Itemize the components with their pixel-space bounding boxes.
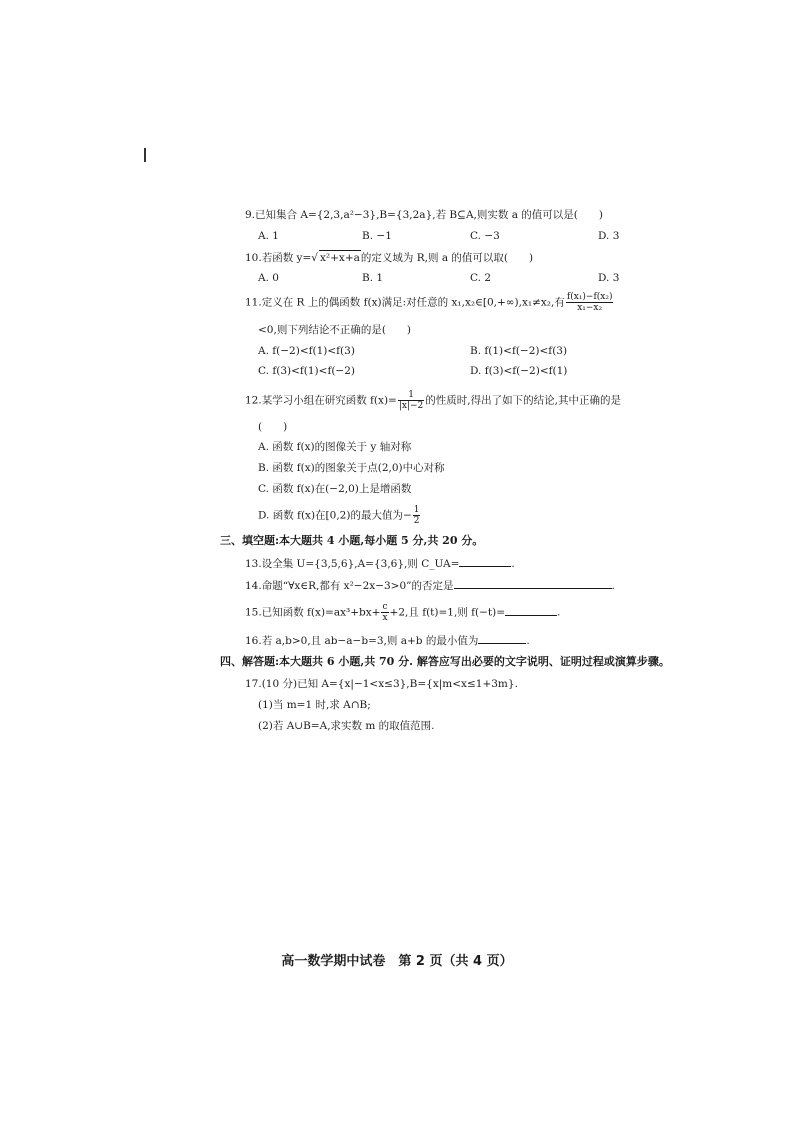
q12-option-c: C. 函数 f(x)在(−2,0)上是增函数 bbox=[258, 483, 412, 495]
q16 bbox=[245, 633, 530, 648]
q10-option-a: A. 0 bbox=[258, 272, 279, 284]
q13-stem: 13.设全集 U={3,5,6},A={3,6},则 C_UA= bbox=[245, 558, 460, 570]
q9-option-d: D. 3 bbox=[598, 230, 620, 242]
q12-optd-num: 1 bbox=[413, 505, 420, 515]
q15-frac-den: x bbox=[382, 613, 388, 623]
q11-option-d: D. f(3)<f(−2)<f(1) bbox=[470, 365, 568, 377]
q12-optd-den: 2 bbox=[413, 516, 420, 526]
q11-frac-den: x₁−x₂ bbox=[577, 303, 603, 313]
q16-answer-blank bbox=[478, 633, 526, 644]
q12-option-b: B. 函数 f(x)的图象关于点(2,0)中心对称 bbox=[258, 462, 445, 474]
q11-option-a: A. f(−2)<f(1)<f(3) bbox=[258, 345, 355, 357]
q14-answer-blank bbox=[454, 578, 612, 589]
q12-option-d-fraction bbox=[413, 505, 421, 526]
q16-end: . bbox=[526, 635, 530, 647]
q9-option-c: C. −3 bbox=[470, 230, 500, 242]
q15-end: . bbox=[557, 606, 561, 619]
q11-option-b: B. f(1)<f(−2)<f(3) bbox=[470, 345, 568, 357]
q17-part-2: (2)若 A∪B=A,求实数 m 的取值范围. bbox=[258, 720, 435, 732]
q10-option-c: C. 2 bbox=[470, 272, 492, 284]
q12-stem-suffix: 的性质时,得出了如下的结论,其中正确的是 bbox=[425, 394, 621, 407]
q12-frac-num: 1 bbox=[398, 390, 424, 401]
q15-stem-suffix: +2,且 f(t)=1,则 f(−t)= bbox=[389, 606, 506, 619]
q11-frac-num: f(x₁)−f(x₂) bbox=[566, 292, 613, 302]
q10-stem-suffix: 的定义域为 R,则 a 的值可以取( ) bbox=[360, 252, 534, 264]
q14-end: . bbox=[611, 580, 615, 592]
q15 bbox=[245, 602, 560, 623]
q11-option-c: C. f(3)<f(1)<f(−2) bbox=[258, 365, 356, 377]
q10-option-b: B. 1 bbox=[362, 272, 384, 284]
q12-stem-prefix: 12.某学习小组在研究函数 f(x)= bbox=[245, 394, 397, 407]
section-4-heading: 四、解答题:本大题共 6 小题,共 70 分. 解答应写出必要的文字说明、证明过程或演算步骤。 bbox=[220, 655, 670, 668]
q15-fraction bbox=[381, 602, 388, 623]
q9-option-a: A. 1 bbox=[258, 230, 279, 242]
q9-stem: 9.已知集合 A={2,3,a²−3},B={3,2a},若 B⊆A,则实数 a 的值可以是( ) bbox=[245, 209, 603, 221]
q11-stem bbox=[245, 292, 614, 313]
q13-end: . bbox=[511, 558, 515, 570]
q13-answer-blank bbox=[459, 556, 511, 567]
q15-frac-num: c bbox=[382, 602, 388, 612]
page-footer: 高一数学期中试卷 第 2 页（共 4 页） bbox=[281, 954, 513, 969]
q10-stem-prefix: 10.若函数 y= bbox=[245, 252, 312, 264]
q12-frac-den: |x|−2 bbox=[398, 401, 424, 411]
q15-stem-prefix: 15.已知函数 f(x)=ax³+bx+ bbox=[245, 606, 381, 619]
q17-part-1: (1)当 m=1 时,求 A∩B; bbox=[258, 699, 371, 711]
q12-paren: ( ) bbox=[258, 421, 288, 433]
sqrt-sign: √ bbox=[311, 252, 318, 264]
q12-fraction bbox=[398, 390, 424, 411]
q10-radicand: x²+x+a bbox=[319, 252, 360, 264]
q10-option-d: D. 3 bbox=[598, 272, 620, 284]
q11-stem-prefix: 11.定义在 R 上的偶函数 f(x)满足:对任意的 x₁,x₂∈[0,+∞),x₁≠x₂,有 bbox=[245, 296, 565, 309]
q16-stem: 16.若 a,b>0,且 ab−a−b=3,则 a+b 的最小值为 bbox=[245, 635, 479, 647]
q15-answer-blank bbox=[505, 605, 557, 616]
q12-option-d bbox=[258, 505, 421, 526]
scan-mark bbox=[144, 148, 146, 162]
section-3-heading: 三、填空题:本大题共 4 小题,每小题 5 分,共 20 分。 bbox=[220, 534, 484, 547]
q13 bbox=[245, 556, 515, 571]
q11-fraction bbox=[566, 292, 614, 313]
q12-option-d-prefix: D. 函数 f(x)在[0,2)的最大值为− bbox=[258, 509, 412, 522]
q10-stem bbox=[245, 250, 533, 265]
q9-option-b: B. −1 bbox=[362, 230, 392, 242]
q14-stem: 14.命题“∀x∈R,都有 x²−2x−3>0”的否定是 bbox=[245, 580, 454, 592]
q14 bbox=[245, 578, 615, 593]
q17-stem: 17.(10 分)已知 A={x|−1<x≤3},B={x|m<x≤1+3m}. bbox=[245, 678, 518, 690]
q11-stem-line2: <0,则下列结论不正确的是( ) bbox=[258, 324, 412, 336]
q12-stem bbox=[245, 390, 621, 411]
q12-option-a: A. 函数 f(x)的图像关于 y 轴对称 bbox=[258, 441, 412, 453]
